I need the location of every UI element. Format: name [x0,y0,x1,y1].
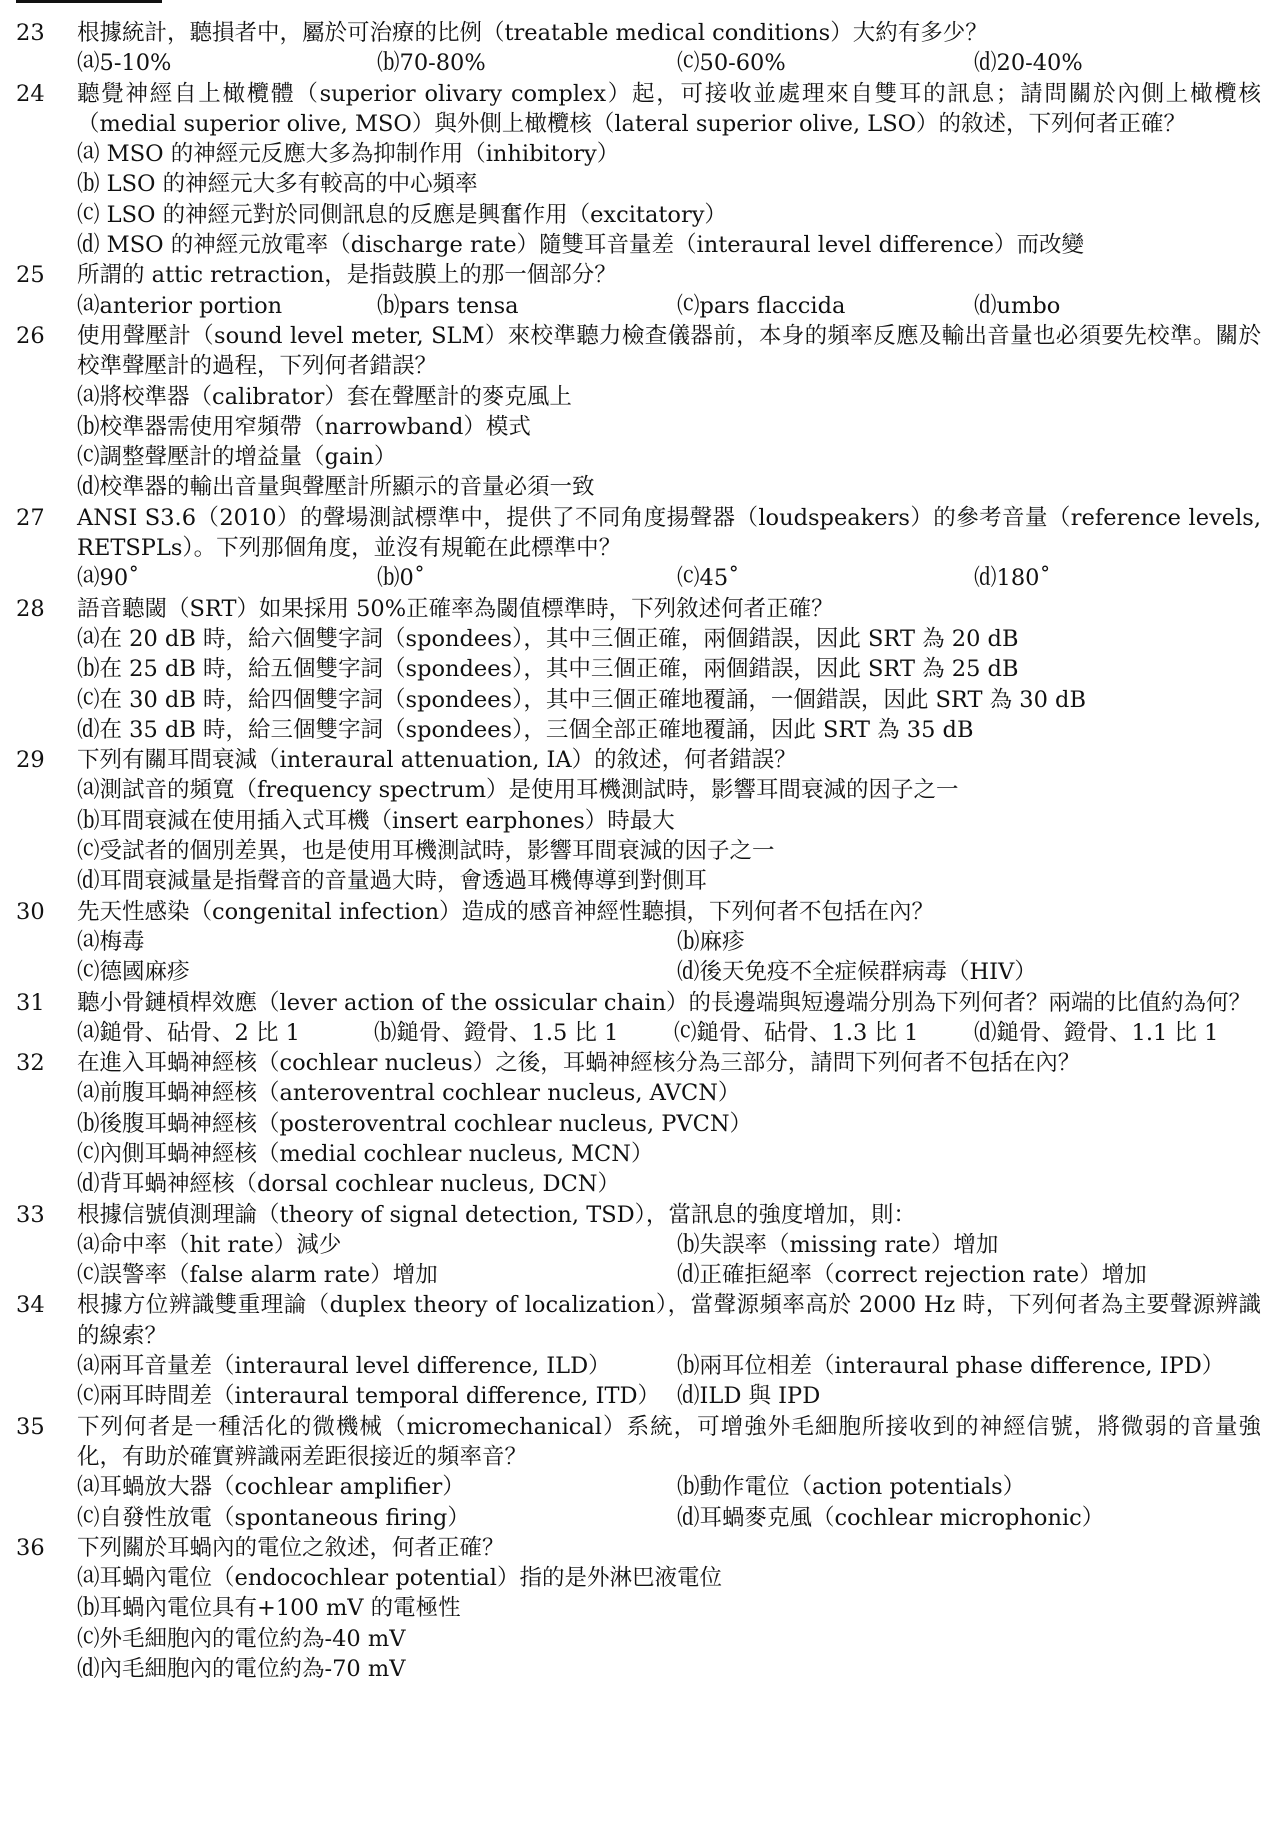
question-stem: 根據統計，聽損者中，屬於可治療的比例（treatable medical conditions）大約有多少？ [77,20,988,46]
answer-option: ⒜耳蝸放大器（cochlear amplifier） [77,1474,465,1501]
question-number: 35 [16,1413,45,1440]
answer-option: ⒞自發性放電（spontaneous firing） [77,1504,470,1531]
question-stem: 根據信號偵測理論（theory of signal detection, TSD），當訊息的強度增加，則： [77,1201,916,1228]
option-row [77,957,1261,987]
question-stem: 使用聲壓計（sound level meter, SLM）來校準聽力檢查儀器前，本身的頻率反應及輸出音量也必須要先校準。關於校準聲壓計的過程，下列何者錯誤？ [77,322,1261,380]
question-23 [16,18,1261,79]
answer-option: ⒜梅毒 [77,928,145,955]
question-number: 34 [16,1292,45,1319]
option-row [77,1230,1261,1260]
option-row [77,1381,1261,1411]
option-row [77,48,1261,78]
answer-option: ⒜鎚骨、砧骨、2 比 1 [77,1019,300,1046]
question-number: 23 [16,20,45,46]
answer-option: ⒝0˚ [377,565,426,592]
answer-option: ⒞誤警率（false alarm rate）增加 [77,1262,438,1289]
answer-option: ⒜耳蝸內電位（endocochlear potential）指的是外淋巴液電位 [77,1565,722,1592]
question-35 [16,1412,1261,1533]
answer-option: ⒞pars flaccida [677,292,846,319]
option-row [77,927,1261,957]
answer-option: ⒞受試者的個別差異，也是使用耳機測試時，影響耳間衰減的因子之一 [77,838,775,865]
question-25 [16,260,1261,321]
question-33 [16,1200,1261,1291]
answer-option: ⒟後天免疫不全症候群病毒（HIV） [677,959,1037,986]
question-number: 28 [16,595,45,622]
question-stem: 聽小骨鏈槓桿效應（lever action of the ossicular chain）的長邊端與短邊端分別為下列何者？兩端的比值約為何？ [77,989,1252,1016]
answer-option: ⒜5-10% [77,50,172,77]
option-row [77,1472,1261,1502]
answer-option: ⒞50-60% [677,50,786,77]
answer-option: ⒞調整聲壓計的增益量（gain） [77,444,397,471]
option-row [77,1018,1261,1048]
question-30 [16,897,1261,988]
question-stem: 在進入耳蝸神經核（cochlear nucleus）之後，耳蝸神經核分為三部分，請問下列何者不包括在內？ [77,1050,1081,1077]
answer-option: ⒞ LSO 的神經元對於同側訊息的反應是興奮作用（excitatory） [77,201,727,228]
answer-option: ⒜將校準器（calibrator）套在聲壓計的麥克風上 [77,383,572,410]
answer-option: ⒝麻疹 [677,928,745,955]
answer-option: ⒟正確拒絕率（correct rejection rate）增加 [677,1262,1147,1289]
answer-option: ⒟20-40% [974,50,1083,77]
answer-option: ⒝後腹耳蝸神經核（posteroventral cochlear nucleus, PVCN） [77,1110,753,1137]
question-31 [16,988,1261,1049]
question-28 [16,594,1261,745]
answer-option: ⒜在 20 dB 時，給六個雙字詞（spondees），其中三個正確，兩個錯誤，因此 SRT 為 20 dB [77,625,1019,652]
answer-option: ⒞45˚ [677,565,740,592]
answer-option: ⒞外毛細胞內的電位約為-40 mV [77,1625,406,1652]
answer-option: ⒝在 25 dB 時，給五個雙字詞（spondees），其中三個正確，兩個錯誤，因此 SRT 為 25 dB [77,656,1019,683]
question-34 [16,1290,1261,1411]
question-number: 24 [16,80,45,107]
answer-option: ⒞在 30 dB 時，給四個雙字詞（spondees），其中三個正確地覆誦，一個錯誤，因此 SRT 為 30 dB [77,686,1086,713]
option-row [77,1351,1261,1381]
answer-option: ⒞德國麻疹 [77,959,190,986]
answer-option: ⒟umbo [974,292,1061,319]
question-number: 29 [16,747,45,774]
answer-option: ⒟耳蝸麥克風（cochlear microphonic） [677,1504,1105,1531]
answer-option: ⒝pars tensa [377,292,519,319]
answer-option: ⒟在 35 dB 時，給三個雙字詞（spondees），三個全部正確地覆誦，因此 SRT 為 35 dB [77,716,974,743]
question-stem: 下列何者是一種活化的微機械（micromechanical）系統，可增強外毛細胞所接收到的神經信號，將微弱的音量強化，有助於確實辨識兩差距很接近的頻率音？ [77,1413,1261,1470]
answer-option: ⒜命中率（hit rate）減少 [77,1231,342,1258]
question-24 [16,79,1261,261]
answer-option: ⒝校準器需使用窄頻帶（narrowband）模式 [77,413,531,440]
answer-option: ⒟ILD 與 IPD [677,1383,821,1410]
question-27 [16,503,1261,594]
question-stem: 根據方位辨識雙重理論（duplex theory of localization），當聲源頻率高於 2000 Hz 時，下列何者為主要聲源辨識的線索？ [77,1292,1261,1349]
answer-option: ⒜anterior portion [77,292,283,319]
question-stem: 語音聽閾（SRT）如果採用 50%正確率為閾值標準時，下列敘述何者正確？ [77,595,834,622]
answer-option: ⒝鎚骨、鐙骨、1.5 比 1 [374,1019,619,1046]
answer-option: ⒜前腹耳蝸神經核（anteroventral cochlear nucleus, AVCN） [77,1080,741,1107]
question-number: 27 [16,504,45,531]
question-stem: 先天性感染（congenital infection）造成的感音神經性聽損，下列何者不包括在內？ [77,898,935,925]
answer-option: ⒝70-80% [377,50,486,77]
question-stem: 聽覺神經自上橄欖體（superior olivary complex）起，可接收並處理來自雙耳的訊息；請問關於內側上橄欖核（medial superior olive, MSO）與外側上橄欖核（lateral superior olive, LSO）的敘述，下列何者正確？ [77,80,1261,137]
answer-option: ⒟背耳蝸神經核（dorsal cochlear nucleus, DCN） [77,1171,620,1198]
answer-option: ⒝兩耳位相差（interaural phase difference, IPD） [677,1353,1225,1380]
question-number: 33 [16,1201,45,1228]
option-row [77,291,1261,321]
answer-option: ⒝ LSO 的神經元大多有較高的中心頻率 [77,171,478,198]
answer-option: ⒝失誤率（missing rate）增加 [677,1231,999,1258]
answer-option: ⒞內側耳蝸神經核（medial cochlear nucleus, MCN） [77,1140,654,1167]
question-stem: ANSI S3.6（2010）的聲場測試標準中，提供了不同角度揚聲器（loudspeakers）的參考音量（reference levels, RETSPLs）。下列那個角度，並沒有規範在此標準中？ [77,504,1261,562]
answer-option: ⒟180˚ [974,565,1051,592]
answer-option: ⒞鎚骨、砧骨、1.3 比 1 [674,1019,919,1046]
question-number: 36 [16,1534,45,1561]
question-29 [16,745,1261,896]
answer-option: ⒟耳間衰減量是指聲音的音量過大時，會透過耳機傳導到對側耳 [77,868,708,895]
answer-option: ⒝耳蝸內電位具有+100 mV 的電極性 [77,1595,461,1622]
answer-option: ⒞兩耳時間差（interaural temporal difference, ITD） [77,1383,661,1410]
question-number: 30 [16,898,45,925]
header-rule [16,0,162,3]
answer-option: ⒜測試音的頻寬（frequency spectrum）是使用耳機測試時，影響耳間衰減的因子之一 [77,777,959,804]
question-stem: 下列有關耳間衰減（interaural attenuation, IA）的敘述，何者錯誤？ [77,747,797,774]
question-stem: 下列關於耳蝸內的電位之敘述，何者正確？ [77,1534,505,1561]
answer-option: ⒜90˚ [77,565,140,592]
answer-option: ⒟校準器的輸出音量與聲壓計所顯示的音量必須一致 [77,474,595,501]
answer-option: ⒟鎚骨、鐙骨、1.1 比 1 [974,1019,1219,1046]
option-row [77,1260,1261,1290]
question-list [16,18,1261,1684]
question-number: 31 [16,989,45,1016]
question-number: 32 [16,1050,45,1077]
question-stem: 所謂的 attic retraction，是指鼓膜上的那一個部分？ [77,262,617,289]
option-row [77,1503,1261,1533]
question-number: 25 [16,262,45,289]
answer-option: ⒟ MSO 的神經元放電率（discharge rate）隨雙耳音量差（interaural level difference）而改變 [77,232,1084,259]
answer-option: ⒜兩耳音量差（interaural level difference, ILD） [77,1353,611,1380]
answer-option: ⒜ MSO 的神經元反應大多為抑制作用（inhibitory） [77,141,620,168]
answer-option: ⒝動作電位（action potentials） [677,1474,1026,1501]
answer-option: ⒝耳間衰減在使用插入式耳機（insert earphones）時最大 [77,807,675,834]
question-26 [16,321,1261,503]
answer-option: ⒟內毛細胞內的電位約為-70 mV [77,1656,406,1683]
question-32 [16,1048,1261,1199]
option-row [77,563,1261,593]
question-36 [16,1533,1261,1684]
question-number: 26 [16,322,45,349]
